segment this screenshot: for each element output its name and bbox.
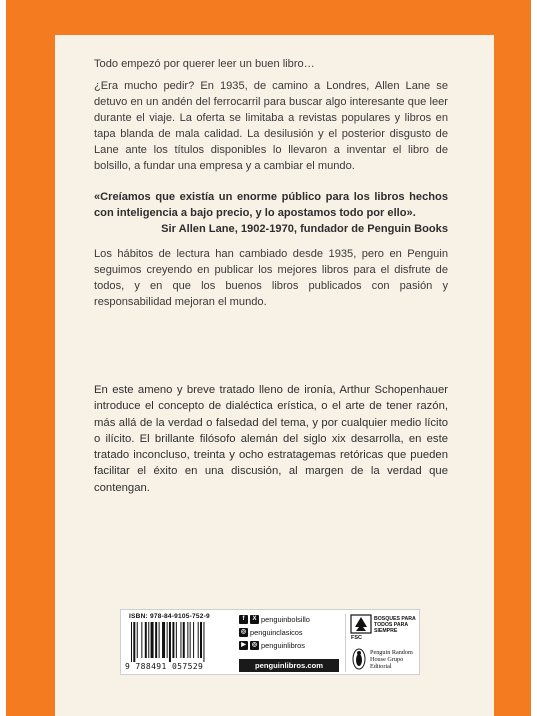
- barcode-bar: [187, 622, 188, 658]
- fsc-slogan: BOSQUES PARA TODOS PARA SIEMPRE: [374, 616, 416, 634]
- facebook-x-icon: f: [239, 615, 248, 624]
- barcode-bar: [162, 622, 165, 658]
- barcode-bar: [169, 622, 171, 662]
- allen-lane-quote: «Creíamos que existía un enorme público para los libros hechos con inteligencia a bajo precio, y lo apostamos todo por ello».: [94, 191, 448, 219]
- allen-lane-story: ¿Era mucho pedir? En 1935, de camino a Londres, Allen Lane se detuvo en un andén del ferrocarril para buscar algo interesante que leer durante el viaje. La oferta se limitaba a revistas populares y libros en tapa blanda de mala calidad. La desilusión y el posterior disgusto de Lane ante los títulos disponibles lo llevaron a inventar el libro de bolsillo, a fundar una empresa y a cambiar el mundo.: [94, 80, 448, 172]
- barcode-bar: [198, 622, 199, 658]
- barcode-bar: [145, 622, 147, 658]
- social-row-instagram[interactable]: [239, 626, 341, 639]
- fsc-certification: [350, 614, 418, 644]
- publisher-info-box: [120, 609, 420, 675]
- instagram-icon: ◎: [251, 642, 258, 648]
- social-links: [239, 613, 341, 652]
- barcode-bar: [133, 622, 135, 662]
- penguin-logo-icon: [352, 648, 366, 670]
- publisher-logo: [350, 648, 420, 674]
- intro-line: Todo empezó por querer leer un buen libro…: [94, 58, 315, 70]
- x-icon: X: [250, 615, 259, 624]
- social-handle: penguinbolsillo: [261, 615, 310, 624]
- barcode-bar: [155, 622, 157, 658]
- barcode-bar: [137, 622, 138, 658]
- divider: [345, 614, 346, 672]
- publisher-name: Penguin Random House Grupo Editorial: [370, 649, 413, 670]
- quote-attribution: Sir Allen Lane, 1902-1970, fundador de Penguin Books: [161, 223, 448, 235]
- barcode-bar: [180, 622, 181, 658]
- instagram-icon: ◎: [240, 629, 247, 635]
- barcode-bar: [151, 622, 154, 658]
- isbn-label: ISBN: 978-84-9105-752-9: [129, 613, 210, 620]
- social-row-youtube[interactable]: [239, 639, 341, 652]
- barcode-bar: [131, 622, 132, 662]
- youtube-icon: ▶: [239, 641, 248, 650]
- barcode-bar: [176, 622, 177, 658]
- website-link[interactable]: penguinlibros.com: [239, 659, 339, 672]
- barcode-digits: 9 788491 057529: [125, 662, 204, 671]
- barcode-icon: [129, 622, 233, 662]
- fsc-label: FSC: [351, 635, 362, 641]
- barcode-bar: [200, 622, 202, 658]
- penguin-mission: Los hábitos de lectura han cambiado desde 1935, pero en Penguin seguimos creyendo en publicar los mejores libros para el disfrute de todos, y en que los buenos libros publicados con pasión y responsabilidad mejoran el mundo.: [94, 248, 448, 308]
- barcode-bar: [203, 622, 204, 662]
- barcode-bar: [190, 622, 191, 658]
- barcode-bar: [141, 622, 142, 658]
- social-row-facebook[interactable]: [239, 613, 341, 626]
- barcode-bar: [172, 622, 174, 658]
- barcode-bar: [167, 622, 168, 658]
- barcode-bar: [159, 622, 160, 658]
- barcode-bar: [183, 622, 185, 658]
- social-handle: penguinlibros: [261, 641, 305, 650]
- social-handle: penguinclasicos: [250, 628, 303, 637]
- book-synopsis: En este ameno y breve tratado lleno de ironía, Arthur Schopenhauer introduce el concepto de dialéctica erística, o el arte de tener razón, más allá de la verdad o falsedad del tema, y por cualquier medio lícito o ilícito. El brillante filósofo alemán del siglo xix desarrolla, en este tratado inconcluso, treinta y ocho estratagemas retóricas que pueden facilitar el éxito en una discusión, al margen de la verdad que contengan.: [94, 384, 448, 494]
- barcode-bar: [193, 622, 194, 658]
- barcode-bar: [148, 622, 149, 658]
